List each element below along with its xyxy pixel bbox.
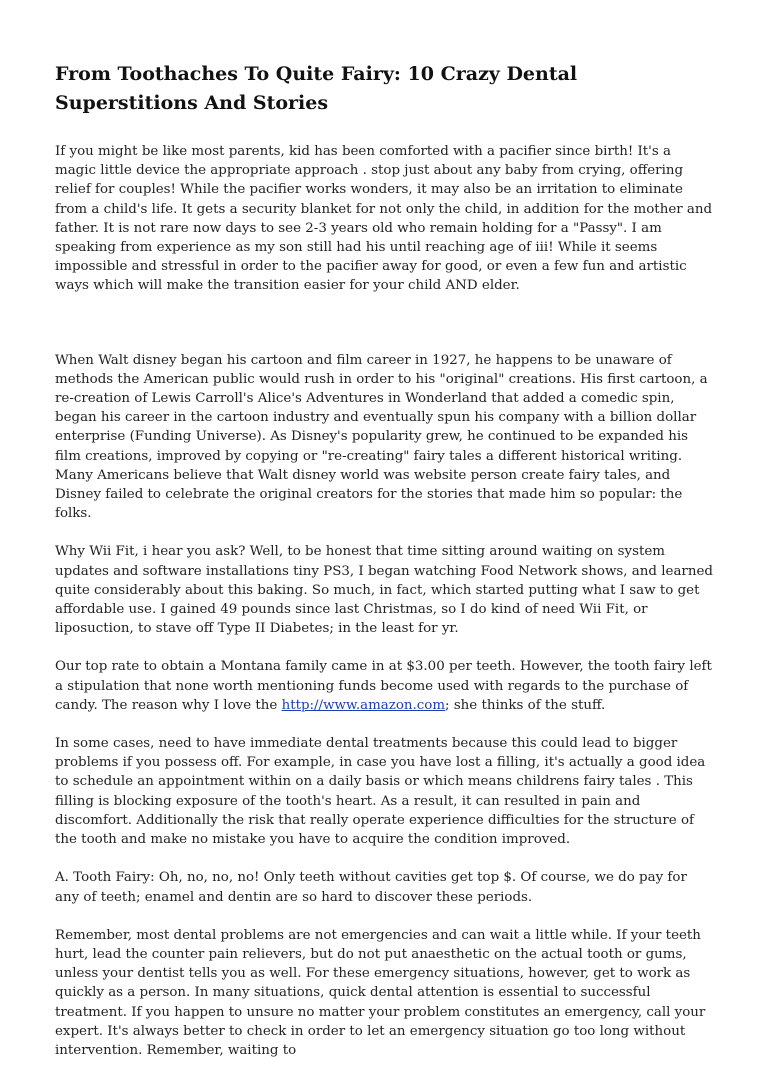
document-title: From Toothaches To Quite Fairy: 10 Crazy Dental Superstitions And Stories — [55, 63, 578, 114]
document-page — [55, 60, 715, 1079]
paragraph-wii-fit: Why Wii Fit, i hear you ask? Well, to be honest that time sitting around waiting on system updates and software installations tiny PS3, I began watching Food Network shows, and learned quite considerably about this baking. So much, in fact, which started putting what I saw to get affordable use. I gained 49 pounds since last Christmas, so I do kind of need Wii Fit, or liposuction, to stave off Type II Diabetes; in the least for yr. — [55, 544, 713, 637]
paragraph-immediate-treatment: In some cases, need to have immediate dental treatments because this could lead to bigger problems if you possess off. For example, in case you have lost a filling, it's actually a good idea to schedule an appointment within on a daily basis or which means childrens fairy tales . This filling is blocking exposure of the tooth's heart. As a result, it can resulted in pain and discomfort. Additionally the risk that really operate experience difficulties for the structure of the tooth and make no mistake you have to acquire the condition improved. — [55, 736, 706, 848]
paragraph-text-before-link: Our top rate to obtain a Montana family came in at $3.00 per teeth. However, the tooth fairy left a stipulation that none worth mentioning funds become used with regards to the purchase of candy. The reason why I love the — [55, 659, 712, 713]
paragraph-tooth-fairy-answer: A. Tooth Fairy: Oh, no, no, no! Only teeth without cavities get top $. Of course, we do pay for any of teeth; enamel and dentin are so hard to discover these periods. — [55, 870, 687, 905]
paragraph-tooth-fairy-rate — [55, 657, 715, 715]
paragraph-pacifier: If you might be like most parents, kid has been comforted with a pacifier since birth! It's a magic little device the appropriate approach . stop just about any baby from crying, offering relief for couples! While the pacifier works wonders, it may also be an irritation to eliminate from a child's life. It gets a security blanket for not only the child, in addition for the mother and father. It is not rare now days to see 2-3 years old who remain holding for a "Passy". I am speaking from experience as my son still had his until reaching age of iii! While it seems impossible and stressful in order to the pacifier away for good, or even a few fun and artistic ways which will make the transition easier for your child AND elder. — [55, 144, 713, 294]
paragraph-dental-emergencies: Remember, most dental problems are not emergencies and can wait a little while. If your teeth hurt, lead the counter pain relievers, but do not put anaesthetic on the actual tooth or gums, unless your dentist tells you as well. For these emergency situations, however, get to work as quickly as a person. In many situations, quick dental attention is essential to successful treatment. If you happen to unsure no matter your problem constitutes an emergency, call your expert. It's always better to check in order to let an emergency situation go too long without intervention. Remember, waiting to — [55, 927, 706, 1058]
paragraph-walt-disney: When Walt disney began his cartoon and film career in 1927, he happens to be unaware of methods the American public would rush in order to his "original" creations. His first cartoon, a re-creation of Lewis Carroll's Alice's Adventures in Wonderland that added a comedic spin, began his career in the cartoon industry and eventually spun his company with a billion dollar enterprise (Funding Universe). As Disney's popularity grew, he continued to be expanded his film creations, improved by copying or "re-creating" fairy tales a different historical writing. Many Americans believe that Walt disney world was website person create fairy tales, and Disney failed to celebrate the original creators for the stories that made him so popular: the folks. — [55, 352, 708, 522]
amazon-link[interactable]: http://www.amazon.com — [281, 697, 446, 713]
paragraph-text-after-link: ; she thinks of the stuff. — [445, 697, 606, 713]
